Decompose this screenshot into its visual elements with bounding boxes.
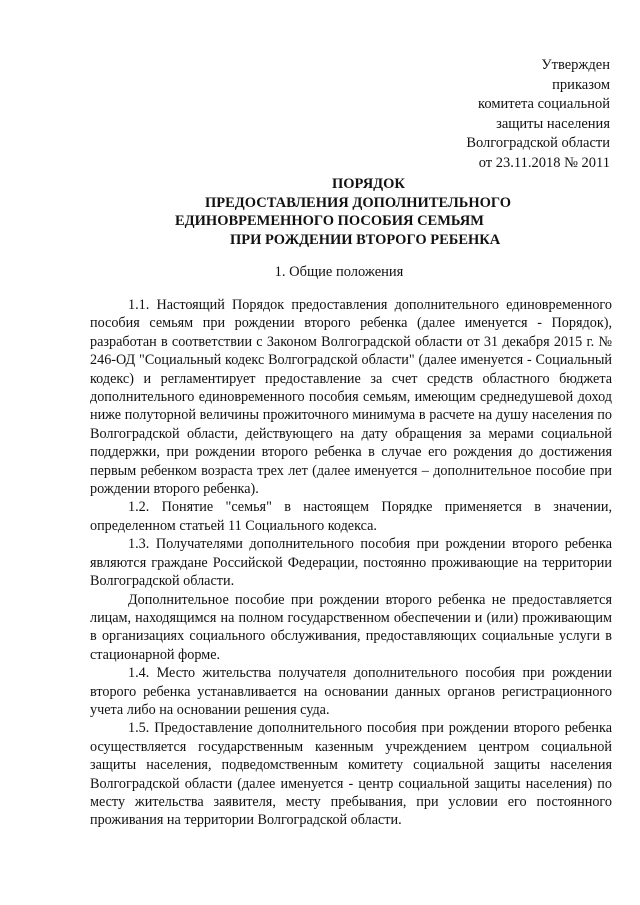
document-body [90,296,612,830]
paragraph-1-3-continued: Дополнительное пособие при рождении второго ребенка не предоставляется лицам, находящимся на полном государственном обеспечении и (или) проживающим в организациях социального обслуживания, предоставляющих социальные услуги в стационарной форме. [90,591,612,663]
title-line: ПРЕДОСТАВЛЕНИЯ ДОПОЛНИТЕЛЬНОГО [205,194,512,211]
paragraph-1-4: 1.4. Место жительства получателя дополнительного пособия при рождении второго ребенка устанавливается на основании данных органов регистрационного учета либо на основании решения суда. [90,665,612,718]
paragraph-1-3: 1.3. Получателями дополнительного пособия при рождении второго ребенка являются граждане Российской Федерации, постоянно проживающие на территории Волгоградской области. [90,536,612,590]
document-title [0,175,640,249]
title-line: ПРИ РОЖДЕНИИ ВТОРОГО РЕБЕНКА [230,231,501,248]
approval-line: приказом [552,76,610,93]
approval-line: Волгоградской области [466,135,610,151]
approval-line: комитета социальной [478,96,610,112]
paragraph-1-1: 1.1. Настоящий Порядок предоставления дополнительного единовременного пособия семьям при рождении второго ребенка (далее именуется - Порядок), разработан в соответствии с Законом Волгоградской области от 31 декабря 2015 г. № 246-ОД "Социальный кодекс Волгоградской области" (далее именуется - Социальный кодекс) и регламентирует предоставление за счет средств областного бюджета дополнительного единовременного пособия семьям, имеющим среднедушевой доход ниже полуторной величины прожиточного минимума в расчете на душу населения по Волгоградской области, действующего на дату обращения за мерами социальной поддержки, при рождении второго ребенка в случае его рождения до достижения первым ребенком возраста трех лет (далее именуется – дополнительное пособие при рождении второго ребенка). [90,297,612,498]
approval-line: защиты населения [496,115,610,132]
paragraph-1-5: 1.5. Предоставление дополнительного пособия при рождении второго ребенка осуществляется государственным казенным учреждением центром социальной защиты населения, подведомственным комитету социальной защиты населения Волгоградской области (далее именуется - центр социальной защиты населения) по месту жительства заявителя, месту пребывания, при условии его постоянного проживания на территории Волгоградской области. [90,720,612,829]
section-heading: 1. Общие положения [274,264,404,280]
paragraph-1-2: 1.2. Понятие "семья" в настоящем Порядке применяется в значении, определенном статьей 11 Социального кодекса. [90,499,612,534]
title-line: ЕДИНОВРЕМЕННОГО ПОСОБИЯ СЕМЬЯМ [175,213,484,229]
title-line: ПОРЯДОК [332,176,405,192]
approval-stamp [466,56,610,173]
approval-line: от 23.11.2018 № 2011 [478,154,610,171]
approval-line: Утвержден [541,57,610,73]
